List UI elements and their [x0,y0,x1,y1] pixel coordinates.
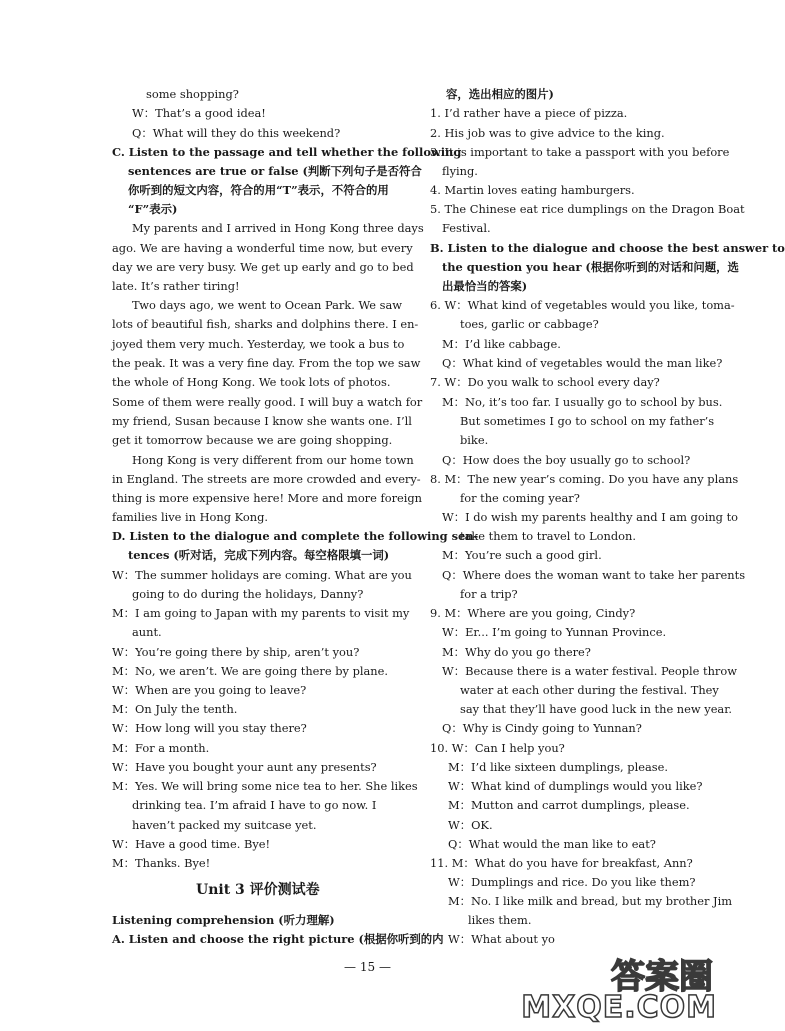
right-line: M：No, it’s too far. I usually go to school by bus. [442,395,723,409]
left-line: the peak. It was a very fine day. From the top we saw [112,356,421,370]
left-line: W：That’s a good idea! [132,106,266,120]
left-line: C. Listen to the passage and tell whether the following [112,145,462,159]
right-line: W：Because there is a water festival. People throw [442,664,737,678]
right-line: Q：Where does the woman want to take her parents [442,568,746,582]
left-line: M：No, we aren’t. We are going there by plane. [112,664,388,678]
right-line: 出最恰当的答案) [442,279,528,293]
watermark-logo [521,949,717,1025]
right-line: flying. [442,164,478,178]
right-line: M：I’d like cabbage. [442,337,561,351]
left-line: D. Listen to the dialogue and complete the following sen- [112,529,479,543]
right-line: W：OK. [448,818,493,832]
right-line: M：No. I like milk and bread, but my brother Jim [448,894,733,908]
left-line: Q：What will they do this weekend? [132,126,341,140]
left-line: W：The summer holidays are coming. What are you [112,568,412,582]
watermark-zh: 答案圈 [611,957,713,997]
right-line: M：You’re such a good girl. [442,548,602,562]
right-line: 7. W：Do you walk to school every day? [430,375,660,389]
left-line: haven’t packed my suitcase yet. [132,818,317,832]
right-line: W：What about yo [448,932,555,946]
left-line: W：Have a good time. Bye! [112,837,271,851]
right-line: toes, garlic or cabbage? [460,317,599,331]
right-line: Festival. [442,221,491,235]
right-line: likes them. [468,913,532,927]
left-line: ago. We are having a wonderful time now, but every [112,241,413,255]
right-line: M：Mutton and carrot dumplings, please. [448,798,690,812]
left-line: tences (听对话，完成下列内容。每空格限填一词) [128,548,390,562]
left-line: sentences are true or false (判断下列句子是否符合 [128,164,422,178]
left-line: W：How long will you stay there? [112,721,307,735]
left-line: the whole of Hong Kong. We took lots of photos. [112,375,391,389]
left-line: W：Have you bought your aunt any presents? [112,760,377,774]
left-line: going to do during the holidays, Danny? [132,587,364,601]
left-line: some shopping? [146,87,239,101]
right-line: 11. M：What do you have for breakfast, Ann? [430,856,693,870]
page-number: — 15 — [344,960,391,974]
right-line: W：What kind of dumplings would you like? [448,779,703,793]
left-line: late. It’s rather tiring! [112,279,240,293]
left-line: M：Yes. We will bring some nice tea to her. She likes [112,779,418,793]
left-line: W：When are you going to leave? [112,683,307,697]
watermark-domain: MXQE.COM [521,990,717,1025]
left-line: day we are very busy. We get up early and go to bed [112,260,414,274]
right-line: bike. [460,433,489,447]
right-line: water at each other during the festival. They [460,683,719,697]
right-line: 8. M：The new year’s coming. Do you have any plans [430,472,739,486]
left-line: my friend, Susan because I know she wants one. I’ll [112,414,412,428]
left-line: Hong Kong is very different from our home town [132,453,414,467]
right-line: W：I do wish my parents healthy and I am going to [442,510,739,524]
right-line: Q：What kind of vegetables would the man like? [442,356,723,370]
right-line: 6. W：What kind of vegetables would you like, toma- [430,298,735,312]
left-line: M：I am going to Japan with my parents to visit my [112,606,410,620]
left-line: drinking tea. I’m afraid I have to go now. I [132,798,377,812]
right-line: M：I’d like sixteen dumplings, please. [448,760,668,774]
left-line: joyed them very much. Yesterday, we took a bus to [112,337,405,351]
right-line: for the coming year? [460,491,580,505]
left-line: thing is more expensive here! More and more foreign [112,491,423,505]
right-line: M：Why do you go there? [442,645,591,659]
right-line: 3. It is important to take a passport with you before [430,145,730,159]
left-line: 你听到的短文内容，符合的用“T”表示，不符合的用 [128,183,389,197]
right-line: But sometimes I go to school on my father’s [460,414,715,428]
right-line: the question you hear (根据你听到的对话和问题，选 [442,260,739,274]
unit-title: Unit 3 评价测试卷 [196,882,320,898]
right-line: B. Listen to the dialogue and choose the best answer to [430,241,785,255]
right-line: take them to travel to London. [460,529,636,543]
right-line: 10. W：Can I help you? [430,741,565,755]
left-line: M：Thanks. Bye! [112,856,211,870]
left-line: aunt. [132,625,162,639]
right-line: Q：What would the man like to eat? [448,837,656,851]
right-line: Q：How does the boy usually go to school? [442,453,691,467]
left-line: in England. The streets are more crowded and every- [112,472,421,486]
left-line: lots of beautiful fish, sharks and dolphins there. I en- [112,317,419,331]
right-line: 容，选出相应的图片) [446,87,554,101]
left-line: M：For a month. [112,741,210,755]
left-line: get it tomorrow because we are going shopping. [112,433,393,447]
right-line: Q：Why is Cindy going to Yunnan? [442,721,642,735]
left-line: families live in Hong Kong. [112,510,268,524]
left-line: My parents and I arrived in Hong Kong three days [132,221,424,235]
right-line: 2. His job was to give advice to the king. [430,126,665,140]
right-line: 9. M：Where are you going, Cindy? [430,606,636,620]
right-line: W：Dumplings and rice. Do you like them? [448,875,696,889]
right-line: 1. I’d rather have a piece of pizza. [430,106,628,120]
right-line: 4. Martin loves eating hamburgers. [430,183,635,197]
left-line: Two days ago, we went to Ocean Park. We saw [132,298,403,312]
right-line: for a trip? [460,587,518,601]
right-line: W：Er... I’m going to Yunnan Province. [442,625,667,639]
left-line: W：You’re going there by ship, aren’t you? [112,645,360,659]
left-line: “F”表示) [128,202,178,216]
left-line: A. Listen and choose the right picture (根据你听到的内 [112,932,444,946]
left-line: M：On July the tenth. [112,702,238,716]
right-line: 5. The Chinese eat rice dumplings on the Dragon Boat [430,202,745,216]
left-line: Some of them were really good. I will buy a watch for [112,395,423,409]
right-line: say that they’ll have good luck in the new year. [460,702,733,716]
left-line: Listening comprehension (听力理解) [112,913,335,927]
